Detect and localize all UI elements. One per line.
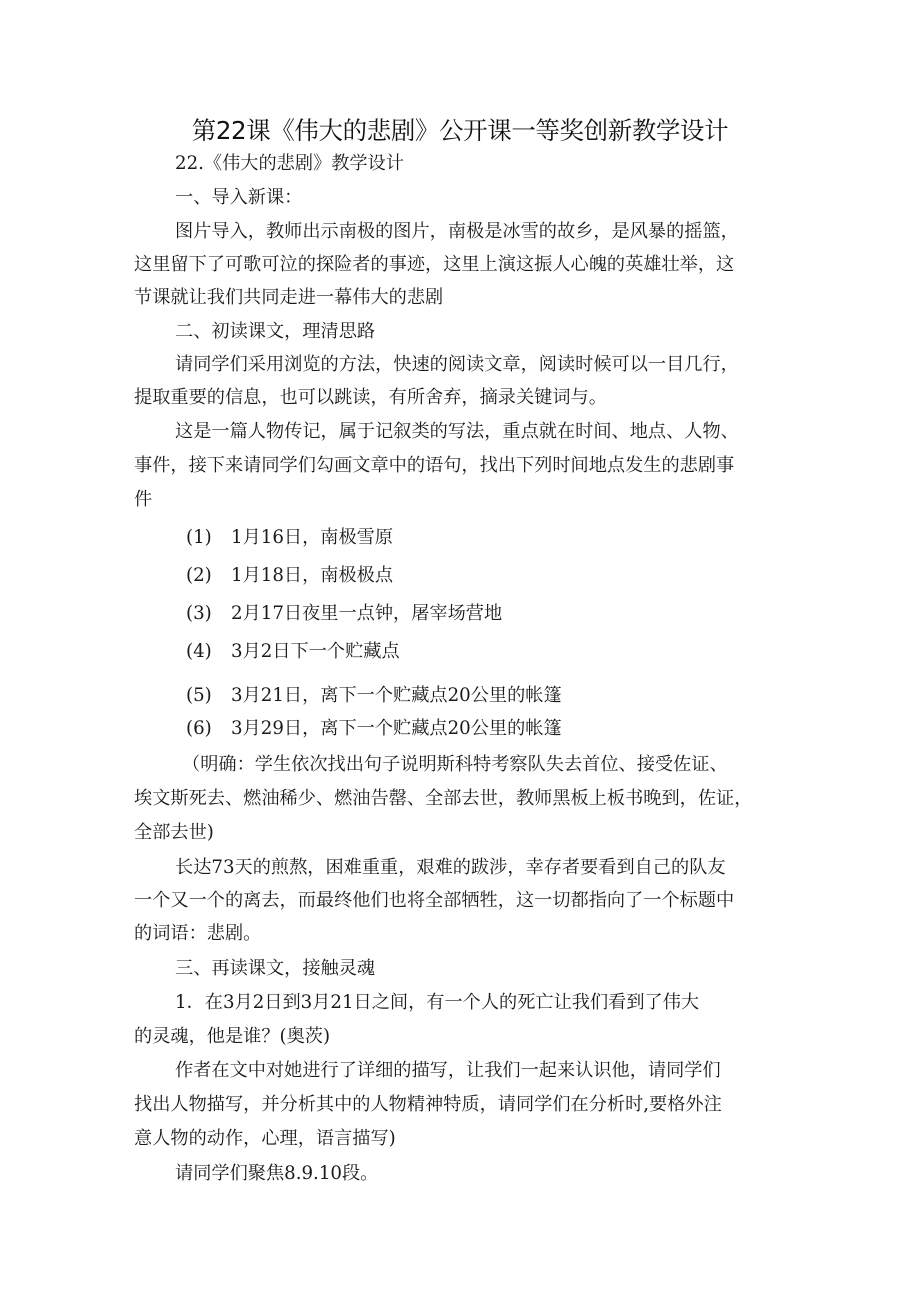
paragraph-line: 请同学们聚焦8.9.10段。	[175, 1163, 379, 1184]
subtitle: 22.《伟大的悲剧》教学设计	[175, 153, 404, 174]
document-title: 第22课《伟大的悲剧》公开课一等奖创新教学设计	[191, 116, 729, 145]
list-item-number: (2)	[186, 565, 212, 586]
list-item-number: (6)	[186, 718, 212, 739]
paragraph-line: 的灵魂，他是谁？(奥茨)	[134, 1026, 331, 1047]
paragraph-line: 事件，接下来请同学们勾画文章中的语句，找出下列时间地点发生的悲剧事	[134, 455, 735, 476]
paragraph-line: 这里留下了可歌可泣的探险者的事迹，这里上演这振人心魄的英雄壮举，这	[134, 254, 735, 275]
list-item-text: 2月17日夜里一点钟，屠宰场营地	[231, 603, 503, 624]
paragraph-line: 节课就让我们共同走进一幕伟大的悲剧	[134, 287, 444, 308]
paragraph-line: 的词语：悲剧。	[134, 923, 262, 944]
paragraph-line: （明确：学生依次找出句子说明斯科特考察队失去首位、接受佐证、	[182, 754, 728, 775]
list-item	[186, 684, 562, 708]
paragraph-line: 1．在3月2日到3月21日之间，有一个人的死亡让我们看到了伟大	[175, 992, 700, 1013]
paragraph-line: 这是一篇人物传记，属于记叙类的写法，重点就在时间、地点、人物、	[175, 421, 739, 442]
paragraph-line: 作者在文中对她进行了详细的描写，让我们一起来认识他，请同学们	[175, 1060, 721, 1081]
list-item	[186, 602, 502, 626]
list-item	[186, 640, 400, 664]
list-item	[186, 564, 393, 588]
paragraph-line: 图片导入，教师出示南极的图片，南极是冰雪的故乡，是风暴的摇篮，	[175, 221, 739, 242]
list-item-number: (4)	[186, 641, 212, 662]
section1-heading: 一、导入新课：	[175, 187, 303, 208]
paragraph-line: 意人物的动作，心理，语言描写)	[134, 1128, 396, 1149]
list-item-number: (1)	[186, 527, 212, 548]
paragraph-line: 提取重要的信息，也可以跳读，有所舍弃，摘录关键词与。	[134, 387, 607, 408]
list-item-text: 3月29日，离下一个贮藏点20公里的帐篷	[231, 718, 562, 739]
list-item-text: 1月16日，南极雪原	[231, 527, 394, 548]
list-item-number: (5)	[186, 685, 212, 706]
paragraph-line: 找出人物描写，并分析其中的人物精神特质，请同学们在分析时,要格外注	[134, 1094, 722, 1115]
list-item-number: (3)	[186, 603, 212, 624]
list-item	[186, 526, 393, 550]
list-item	[186, 717, 562, 741]
section2-heading: 二、初读课文，理清思路	[175, 321, 376, 342]
paragraph-line: 埃文斯死去、燃油稀少、燃油告罄、全部去世，教师黑板上板书晚到，佐证，	[134, 788, 753, 809]
paragraph-line: 一个又一个的离去，而最终他们也将全部牺牲，这一切都指向了一个标题中	[134, 890, 735, 911]
paragraph-line: 全部去世)	[134, 822, 214, 843]
paragraph-line: 件	[134, 489, 153, 510]
section3-heading: 三、再读课文，接触灵魂	[175, 958, 376, 979]
paragraph-line: 请同学们采用浏览的方法，快速的阅读文章，阅读时候可以一目几行，	[175, 354, 739, 375]
list-item-text: 1月18日，南极极点	[231, 565, 394, 586]
paragraph-line: 长达73天的煎熬，困难重重，艰难的跋涉，幸存者要看到自己的队友	[175, 857, 726, 878]
list-item-text: 3月2日下一个贮藏点	[231, 641, 400, 662]
list-item-text: 3月21日，离下一个贮藏点20公里的帐篷	[231, 685, 562, 706]
